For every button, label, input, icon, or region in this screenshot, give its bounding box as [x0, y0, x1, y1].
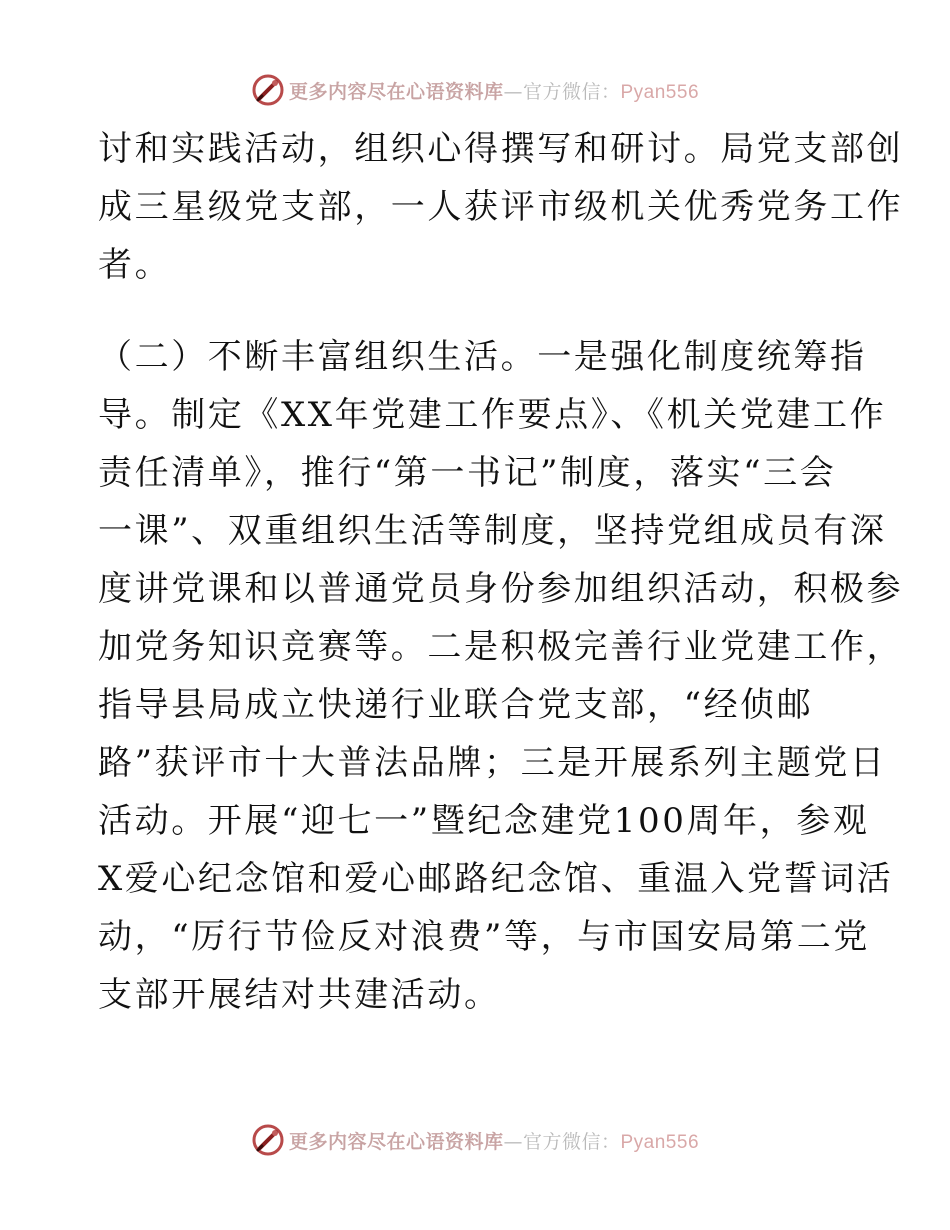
text-line: 一课”、双重组织生活等制度，坚持党组成员有深 — [98, 511, 887, 551]
footer-wechat-label: 官方微信： — [522, 1130, 621, 1153]
header-text — [289, 77, 699, 104]
footer-site: 更多内容尽在心语资料库 — [288, 1130, 504, 1153]
pen-logo-icon — [251, 1123, 285, 1157]
header-wechat-id: Pyan556 — [620, 81, 700, 103]
text-line: （二）不断丰富组织生活。一是强化制度统筹指 — [98, 337, 867, 377]
footer-wechat-id: Pyan556 — [620, 1131, 700, 1153]
text-line: 度讲党课和以普通党员身份参加组织活动，积极参 — [98, 569, 904, 609]
text-line: X爱心纪念馆和爱心邮路纪念馆、重温入党誓词活 — [98, 859, 894, 899]
footer-text — [289, 1127, 699, 1154]
text-line: 活动。开展“迎七一”暨纪念建党100周年，参观 — [98, 801, 870, 841]
pen-logo-icon — [251, 73, 285, 107]
text-line: 成三星级党支部，一人获评市级机关优秀党务工作 — [98, 187, 904, 227]
paragraph-2 — [98, 328, 904, 1024]
header-site: 更多内容尽在心语资料库 — [288, 80, 504, 103]
header-wechat-label: 官方微信： — [522, 80, 621, 103]
text-line: 讨和实践活动，组织心得撰写和研讨。局党支部创 — [98, 129, 904, 169]
text-line: 责任清单》，推行“第一书记”制度，落实“三会 — [98, 453, 837, 493]
text-line: 支部开展结对共建活动。 — [98, 975, 501, 1015]
text-line: 导。制定《XX年党建工作要点》、《机关党建工作 — [98, 395, 887, 435]
paragraph-gap — [98, 294, 858, 328]
header-banner — [0, 70, 950, 110]
text-line: 动，“厉行节俭反对浪费”等，与市国安局第二党 — [98, 917, 870, 957]
footer-separator: — — [503, 1130, 523, 1153]
text-line: 指导县局成立快递行业联合党支部，“经侦邮 — [98, 685, 814, 725]
paragraph-1 — [98, 120, 904, 294]
header-separator: — — [503, 80, 523, 103]
document-body — [98, 120, 904, 1024]
footer-banner — [0, 1120, 950, 1160]
text-line: 者。 — [98, 245, 172, 285]
text-line: 加党务知识竞赛等。二是积极完善行业党建工作， — [98, 627, 904, 667]
text-line: 路”获评市十大普法品牌；三是开展系列主题党日 — [98, 743, 887, 783]
